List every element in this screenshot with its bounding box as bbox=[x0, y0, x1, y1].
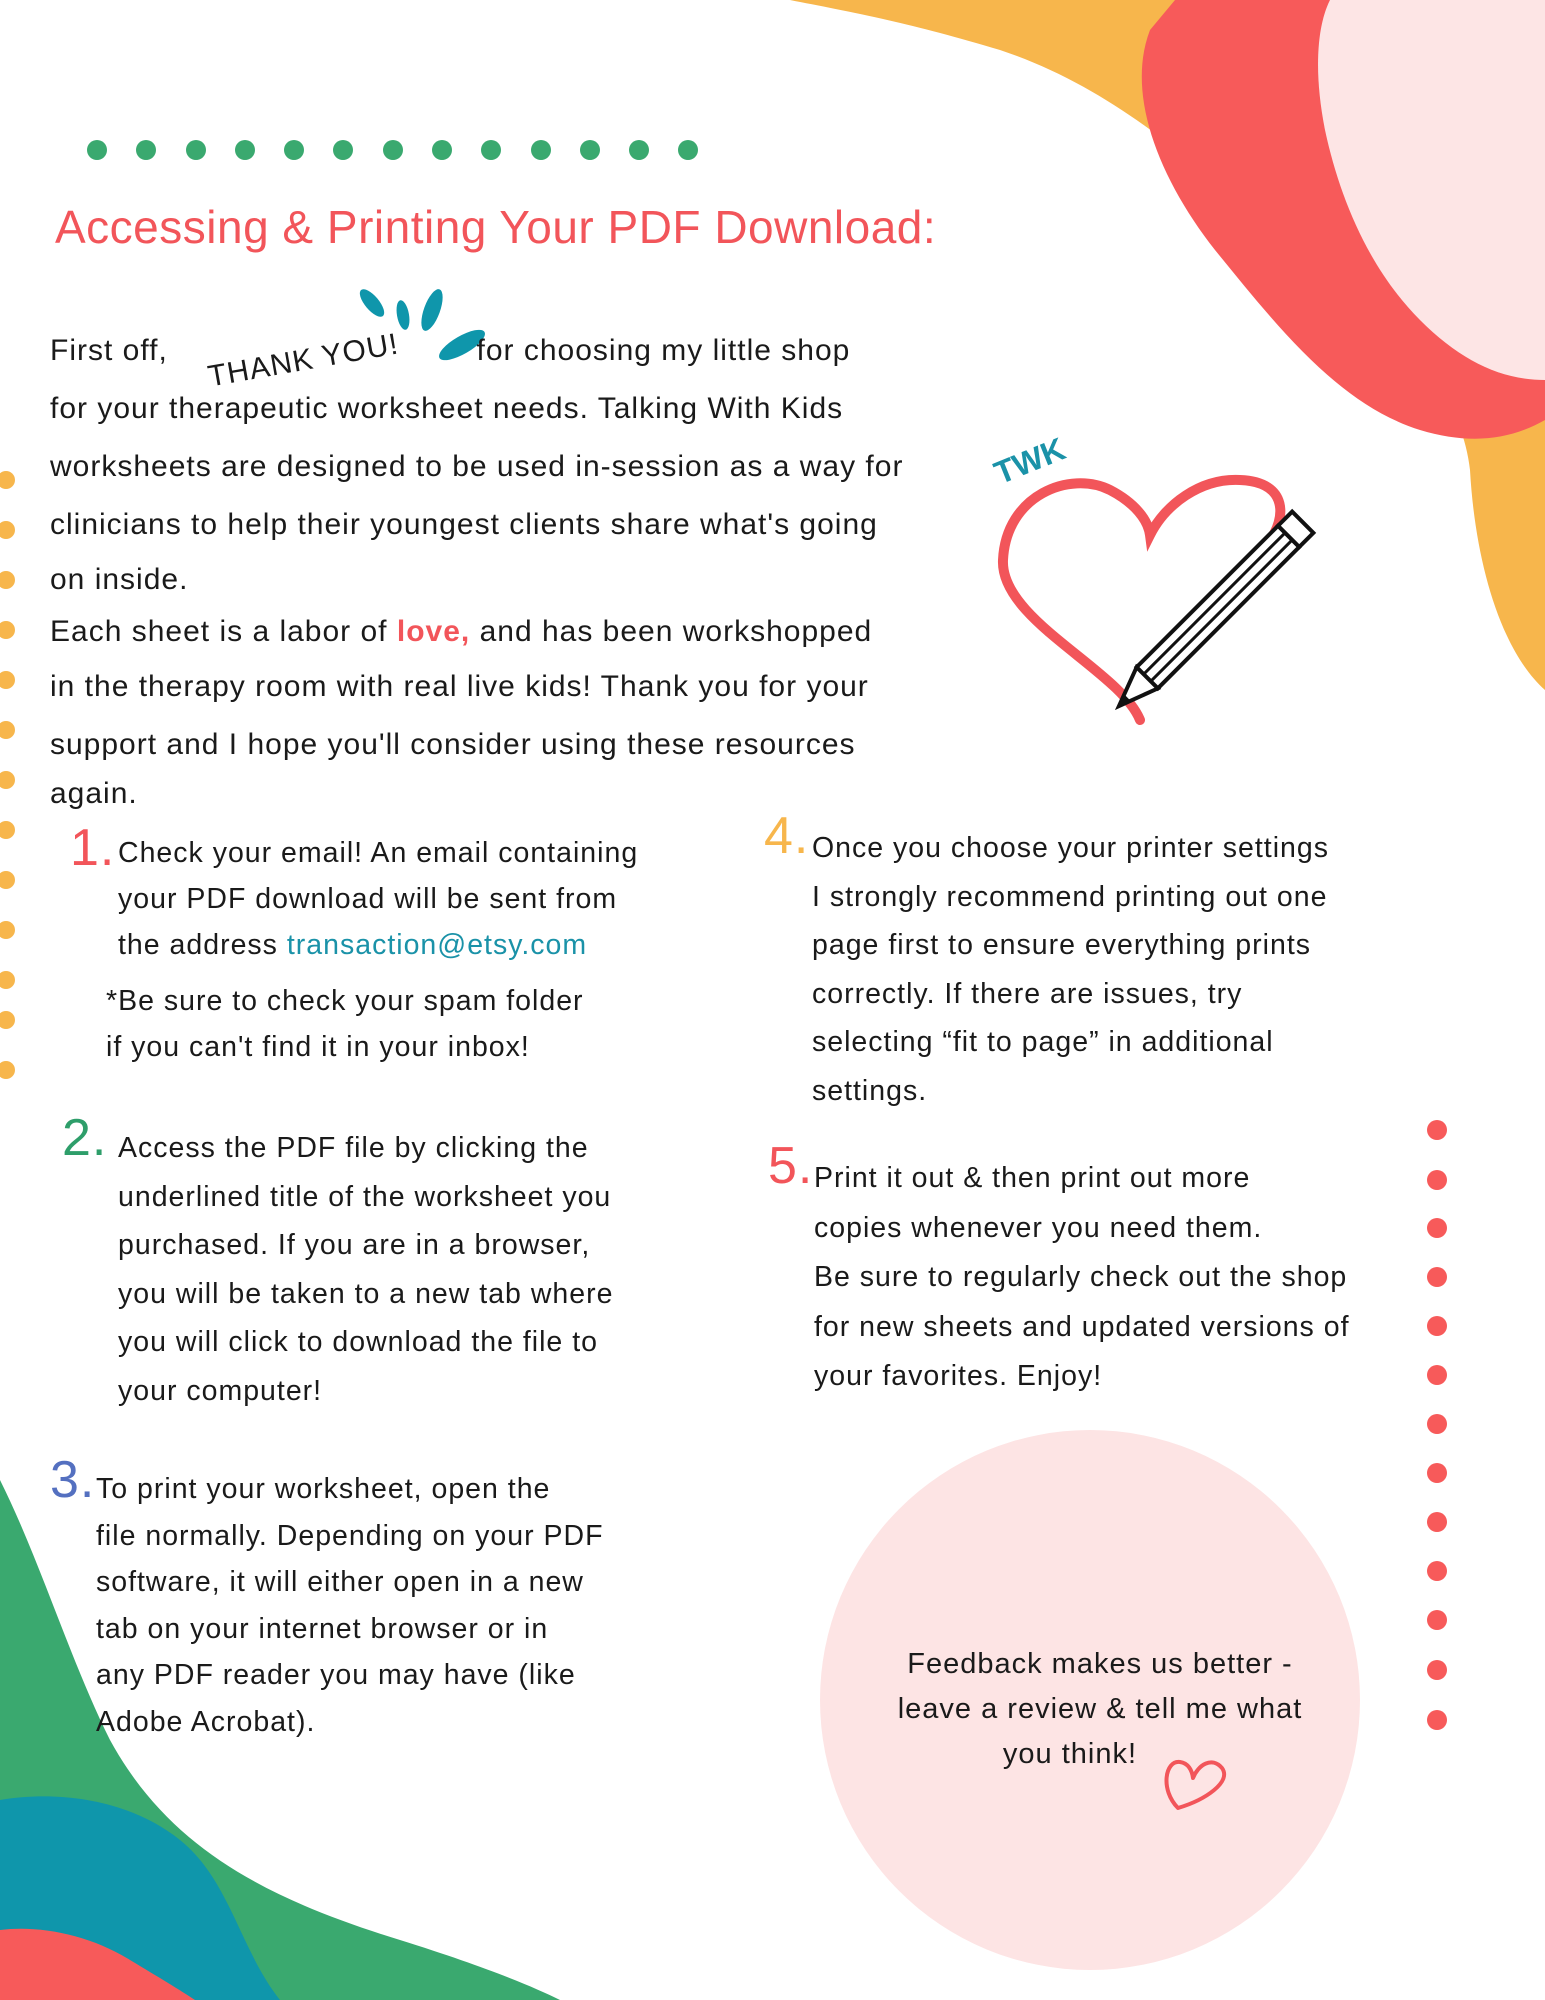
step-2-number: 2. bbox=[62, 1109, 108, 1167]
intro-line-1-rest: for choosing my little shop bbox=[476, 334, 851, 367]
step-3-line: file normally. Depending on your PDF bbox=[96, 1519, 604, 1552]
orange-dot-column bbox=[0, 471, 15, 1079]
para2-line: support and I hope you'll consider using these resources bbox=[50, 728, 856, 761]
step-2-body bbox=[118, 1124, 678, 1415]
step-1-note bbox=[106, 978, 686, 1070]
step-3-line: Adobe Acrobat). bbox=[96, 1705, 316, 1738]
step-5-number: 5. bbox=[768, 1137, 814, 1195]
step-3-line: tab on your internet browser or in bbox=[96, 1612, 549, 1645]
step-5-line: your favorites. Enjoy! bbox=[814, 1360, 1103, 1392]
step-2-line: Access the PDF file by clicking the bbox=[118, 1132, 589, 1164]
feedback-line: leave a review & tell me what bbox=[897, 1693, 1303, 1725]
page-title: Accessing & Printing Your PDF Download: bbox=[55, 201, 937, 253]
thank-you-text: THANK YOU! bbox=[205, 327, 402, 394]
step-4-number: 4. bbox=[764, 807, 810, 865]
feedback-line: you think! bbox=[1002, 1738, 1138, 1770]
step-1-note-line: if you can't find it in your inbox! bbox=[106, 1031, 530, 1063]
step-1-line: your PDF download will be sent from bbox=[118, 883, 618, 915]
intro-line: on inside. bbox=[50, 563, 189, 596]
email-link[interactable]: transaction@etsy.com bbox=[286, 929, 588, 961]
step-3-line: software, it will either open in a new bbox=[96, 1566, 584, 1598]
thank-you-art bbox=[177, 327, 467, 394]
step-2-line: underlined title of the worksheet you bbox=[118, 1180, 612, 1213]
step-5-line: copies whenever you need them. bbox=[814, 1211, 1263, 1244]
pencil-icon bbox=[1108, 512, 1313, 717]
step-3-body bbox=[96, 1466, 656, 1745]
step-5-body bbox=[814, 1154, 1404, 1402]
step-1-line: Check your email! An email containing bbox=[118, 837, 639, 869]
heart-pencil-logo bbox=[1003, 480, 1313, 720]
step-1-body bbox=[118, 830, 698, 968]
para2-text-rest: and has been workshopped bbox=[479, 615, 873, 648]
step-5-line: for new sheets and updated versions of bbox=[814, 1310, 1350, 1343]
step-3-line: any PDF reader you may have (like bbox=[96, 1659, 576, 1691]
step-1-number: 1. bbox=[70, 819, 116, 877]
step-1-note-line: *Be sure to check your spam folder bbox=[106, 985, 584, 1017]
intro-text bbox=[50, 322, 950, 814]
step-4-line: selecting “fit to page” in additional bbox=[812, 1026, 1274, 1058]
first-off-text: First off, bbox=[50, 334, 168, 367]
green-dot-row bbox=[87, 140, 698, 160]
step-4-line: correctly. If there are issues, try bbox=[812, 977, 1243, 1010]
address-label: the address bbox=[118, 929, 278, 961]
step-3-number: 3. bbox=[50, 1451, 96, 1509]
twk-logo-text: TWK bbox=[989, 430, 1071, 492]
step-2-line: your computer! bbox=[118, 1374, 323, 1407]
para2-text: Each sheet is a labor of bbox=[50, 615, 388, 648]
step-2-line: you will be taken to a new tab where bbox=[118, 1277, 614, 1310]
intro-line: worksheets are designed to be used in-session as a way for bbox=[50, 450, 904, 483]
intro-line-1 bbox=[50, 322, 950, 394]
step-4-body bbox=[812, 824, 1382, 1115]
intro-line: for your therapeutic worksheet needs. Talking With Kids bbox=[50, 392, 844, 425]
step-2-line: purchased. If you are in a browser, bbox=[118, 1229, 591, 1261]
para2-line: again. bbox=[50, 777, 138, 810]
step-3-line: To print your worksheet, open the bbox=[96, 1473, 551, 1505]
love-word: love, bbox=[396, 615, 471, 648]
step-5-line: Print it out & then print out more bbox=[814, 1162, 1251, 1194]
step-4-line: page first to ensure everything prints bbox=[812, 929, 1311, 961]
step-4-line: Once you choose your printer settings bbox=[812, 832, 1330, 864]
step-4-line: settings. bbox=[812, 1074, 928, 1107]
step-5-line: Be sure to regularly check out the shop bbox=[814, 1261, 1348, 1293]
feedback-message bbox=[880, 1642, 1320, 1777]
step-2-line: you will click to download the file to bbox=[118, 1326, 598, 1358]
step-1-address-line bbox=[118, 922, 698, 968]
intro-line: clinicians to help their youngest clients share what's going bbox=[50, 508, 878, 541]
feedback-line: Feedback makes us better - bbox=[907, 1648, 1293, 1680]
step-4-line: I strongly recommend printing out one bbox=[812, 880, 1328, 913]
para2-line-1 bbox=[50, 606, 950, 658]
para2-line: in the therapy room with real live kids! Thank you for your bbox=[50, 670, 869, 703]
coral-dot-column bbox=[1427, 1120, 1447, 1730]
